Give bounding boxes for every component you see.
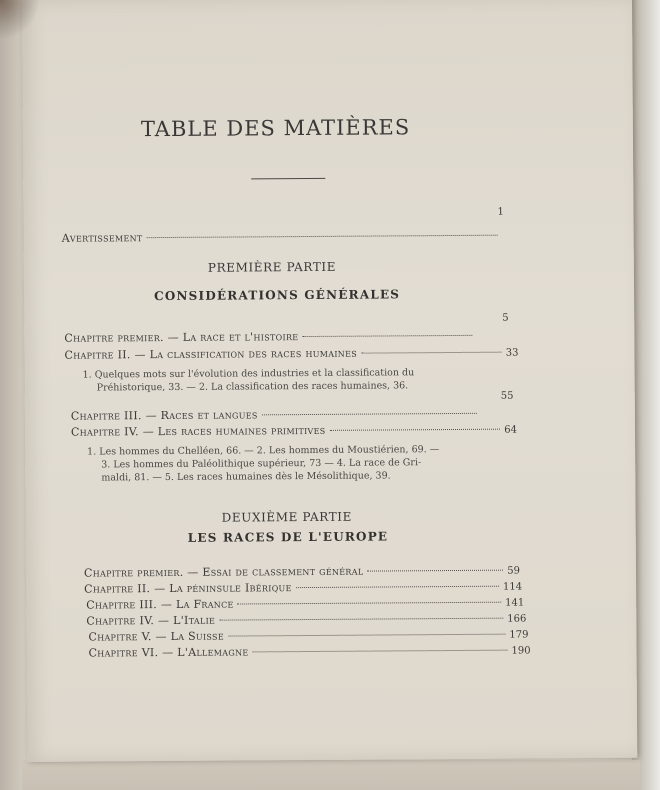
toc-entry-p2-ch2 xyxy=(84,580,522,596)
ch2-subsection-line: Préhistorique, 33. — 2. La classification des races humaines, 36. xyxy=(96,380,409,394)
toc-entry-p2-ch3 xyxy=(86,596,524,612)
toc-entry-p1-ch4 xyxy=(71,423,517,439)
entry-label: Chapitre III. — Races et langues xyxy=(70,408,258,423)
toc-entry-p2-ch4 xyxy=(86,611,526,627)
ch4-subsection-line: 3. Les hommes du Paléolithique supérieur, 73 — 4. La race de Gri- xyxy=(101,457,422,471)
ch2-subsection-line: 1. Quelques mots sur l'évolution des industries et la classification du xyxy=(82,367,415,381)
entry-page: 141 xyxy=(505,597,525,609)
avertissement-page: 1 xyxy=(497,206,504,218)
toc-entry-p2-ch6 xyxy=(89,643,531,659)
entry-label: Chapitre premier. — Essai de classement général xyxy=(83,564,364,580)
entry-page: 33 xyxy=(505,347,519,359)
page-bottom-edge xyxy=(22,760,640,790)
finger-shadow xyxy=(0,0,40,40)
ch3-page: 55 xyxy=(500,390,514,402)
part2-label: DEUXIÈME PARTIE xyxy=(221,509,353,525)
entry-page: 114 xyxy=(502,581,523,593)
dot-leader xyxy=(252,650,507,653)
entry-label: Chapitre II. — La péninsule Ibérique xyxy=(84,581,292,596)
entry-label: Chapitre IV. — L'Italie xyxy=(86,613,216,628)
entry-label: Chapitre II. — La classification des races humaines xyxy=(64,346,358,362)
toc-entry-p1-ch1 xyxy=(64,329,476,345)
ch4-subsection-line: maldi, 81. — 5. Les races humaines dès le Mésolithique, 39. xyxy=(101,470,391,484)
part1-label: PREMIÈRE PARTIE xyxy=(207,259,337,275)
entry-label: Avertissement xyxy=(61,231,143,245)
ch4-subsection-line: 1. Les hommes du Chelléen, 66. — 2. Les hommes du Moustiérien, 69. — xyxy=(87,444,440,458)
entry-page: 59 xyxy=(507,565,521,577)
entry-page: 190 xyxy=(511,645,531,657)
entry-label: Chapitre VI. — L'Allemagne xyxy=(88,645,249,660)
title-rule xyxy=(251,178,325,180)
dot-leader xyxy=(262,413,477,416)
dot-leader xyxy=(296,586,499,588)
entry-page: 64 xyxy=(504,424,518,436)
entry-label: Chapitre premier. — La race et l'histoire xyxy=(64,330,299,345)
toc-entry-avertissement xyxy=(62,229,502,245)
book-page xyxy=(22,0,637,762)
dot-leader xyxy=(228,634,505,637)
entry-label: Chapitre III. — La France xyxy=(86,597,234,612)
toc-entry-p1-ch3 xyxy=(71,407,481,423)
dot-leader xyxy=(238,602,501,605)
part2-title: LES RACES DE L'EUROPE xyxy=(187,529,389,545)
dot-leader xyxy=(302,335,472,337)
dot-leader xyxy=(219,618,503,621)
toc-entry-p2-ch5 xyxy=(88,627,528,643)
part1-title: CONSIDÉRATIONS GÉNÉRALES xyxy=(154,287,401,304)
entry-label: Chapitre IV. — Les races humaines primitives xyxy=(70,423,326,439)
entry-page: 166 xyxy=(507,613,527,625)
entry-label: Chapitre V. — La Suisse xyxy=(88,629,224,644)
dot-leader xyxy=(367,570,503,572)
dot-leader xyxy=(147,235,498,238)
toc-entry-p1-ch2 xyxy=(64,346,518,362)
page-title: TABLE DES MATIÈRES xyxy=(140,115,411,142)
dot-leader xyxy=(361,352,502,354)
toc-entry-p2-ch1 xyxy=(84,564,520,580)
entry-page: 179 xyxy=(509,629,529,641)
ch1-page: 5 xyxy=(502,312,509,324)
dot-leader xyxy=(330,429,501,431)
